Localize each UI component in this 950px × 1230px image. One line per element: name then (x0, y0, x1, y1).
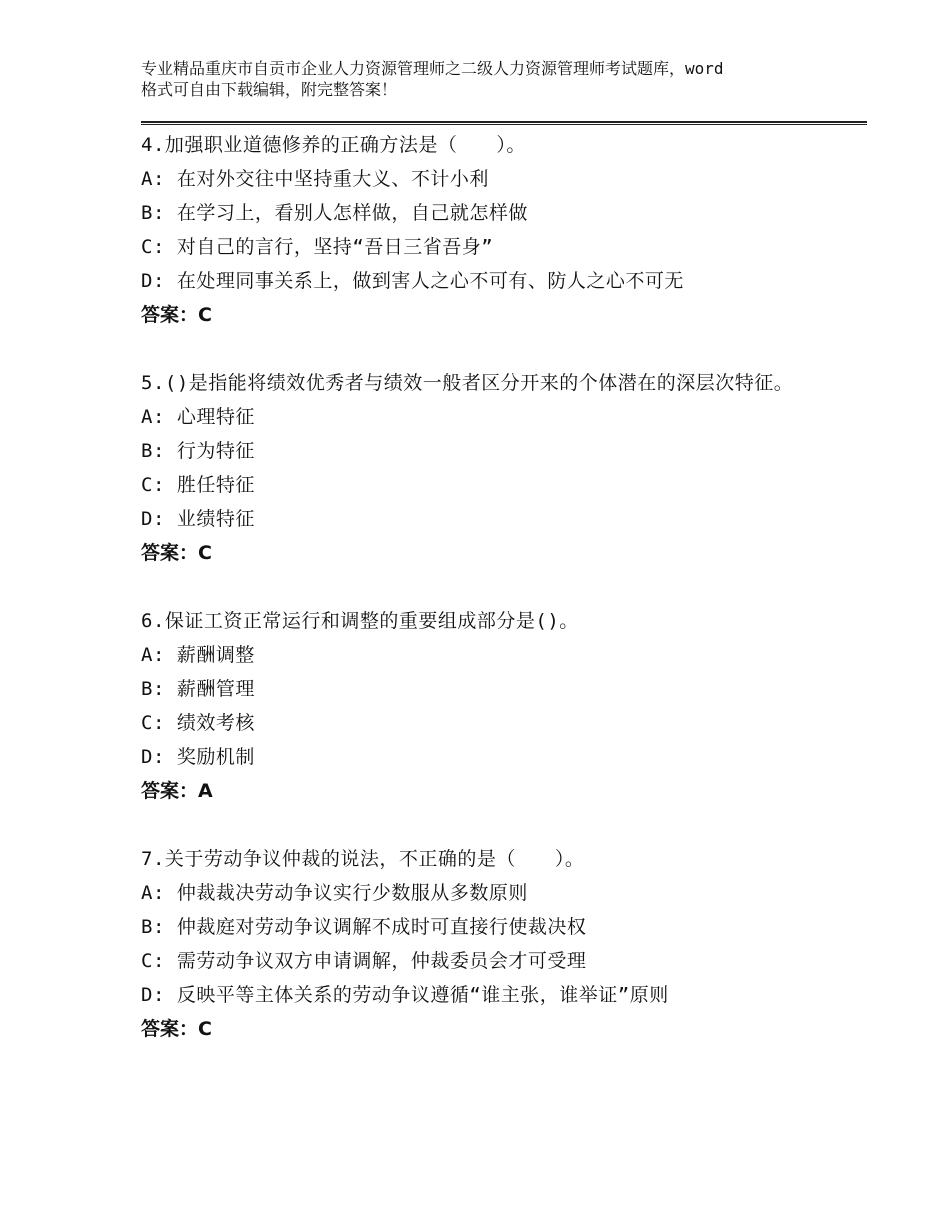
option-d: D: 奖励机制 (141, 746, 255, 768)
document-header (141, 58, 841, 100)
option-c: C: 对自己的言行，坚持“吾日三省吾身” (141, 236, 494, 258)
option-b: B: 仲裁庭对劳动争议调解不成时可直接行使裁决权 (141, 916, 587, 938)
option-d: D: 在处理同事关系上，做到害人之心不可有、防人之心不可无 (141, 270, 684, 292)
question-7 (141, 842, 841, 1046)
question-6 (141, 604, 841, 808)
question-stem: 4.加强职业道德修养的正确方法是（ ）。 (141, 134, 526, 156)
header-divider (141, 121, 867, 125)
question-5 (141, 366, 841, 570)
option-a: A: 心理特征 (141, 406, 255, 428)
option-b: B: 薪酬管理 (141, 678, 255, 700)
option-a: A: 在对外交往中坚持重大义、不计小利 (141, 168, 489, 190)
question-stem: 6.保证工资正常运行和调整的重要组成部分是()。 (141, 610, 579, 632)
option-b: B: 行为特征 (141, 440, 255, 462)
option-d: D: 反映平等主体关系的劳动争议遵循“谁主张，谁举证”原则 (141, 984, 669, 1006)
question-stem: 5.()是指能将绩效优秀者与绩效一般者区分开来的个体潜在的深层次特征。 (141, 372, 794, 394)
option-a: A: 薪酬调整 (141, 644, 255, 666)
answer-label: 答案：C (141, 542, 212, 564)
answer-label: 答案：C (141, 304, 212, 326)
option-c: C: 胜任特征 (141, 474, 255, 496)
option-c: C: 绩效考核 (141, 712, 255, 734)
header-title-line-2: 格式可自由下载编辑，附完整答案！ (141, 80, 398, 99)
option-d: D: 业绩特征 (141, 508, 255, 530)
question-stem: 7.关于劳动争议仲裁的说法，不正确的是（ ）。 (141, 848, 585, 870)
option-b: B: 在学习上，看别人怎样做，自己就怎样做 (141, 202, 528, 224)
answer-label: 答案：A (141, 780, 213, 802)
option-c: C: 需劳动争议双方申请调解，仲裁委员会才可受理 (141, 950, 587, 972)
answer-label: 答案：C (141, 1018, 212, 1040)
option-a: A: 仲裁裁决劳动争议实行少数服从多数原则 (141, 882, 528, 904)
question-list (141, 128, 841, 1080)
header-title-line-1: 专业精品重庆市自贡市企业人力资源管理师之二级人力资源管理师考试题库，word (141, 59, 724, 78)
question-4 (141, 128, 841, 332)
